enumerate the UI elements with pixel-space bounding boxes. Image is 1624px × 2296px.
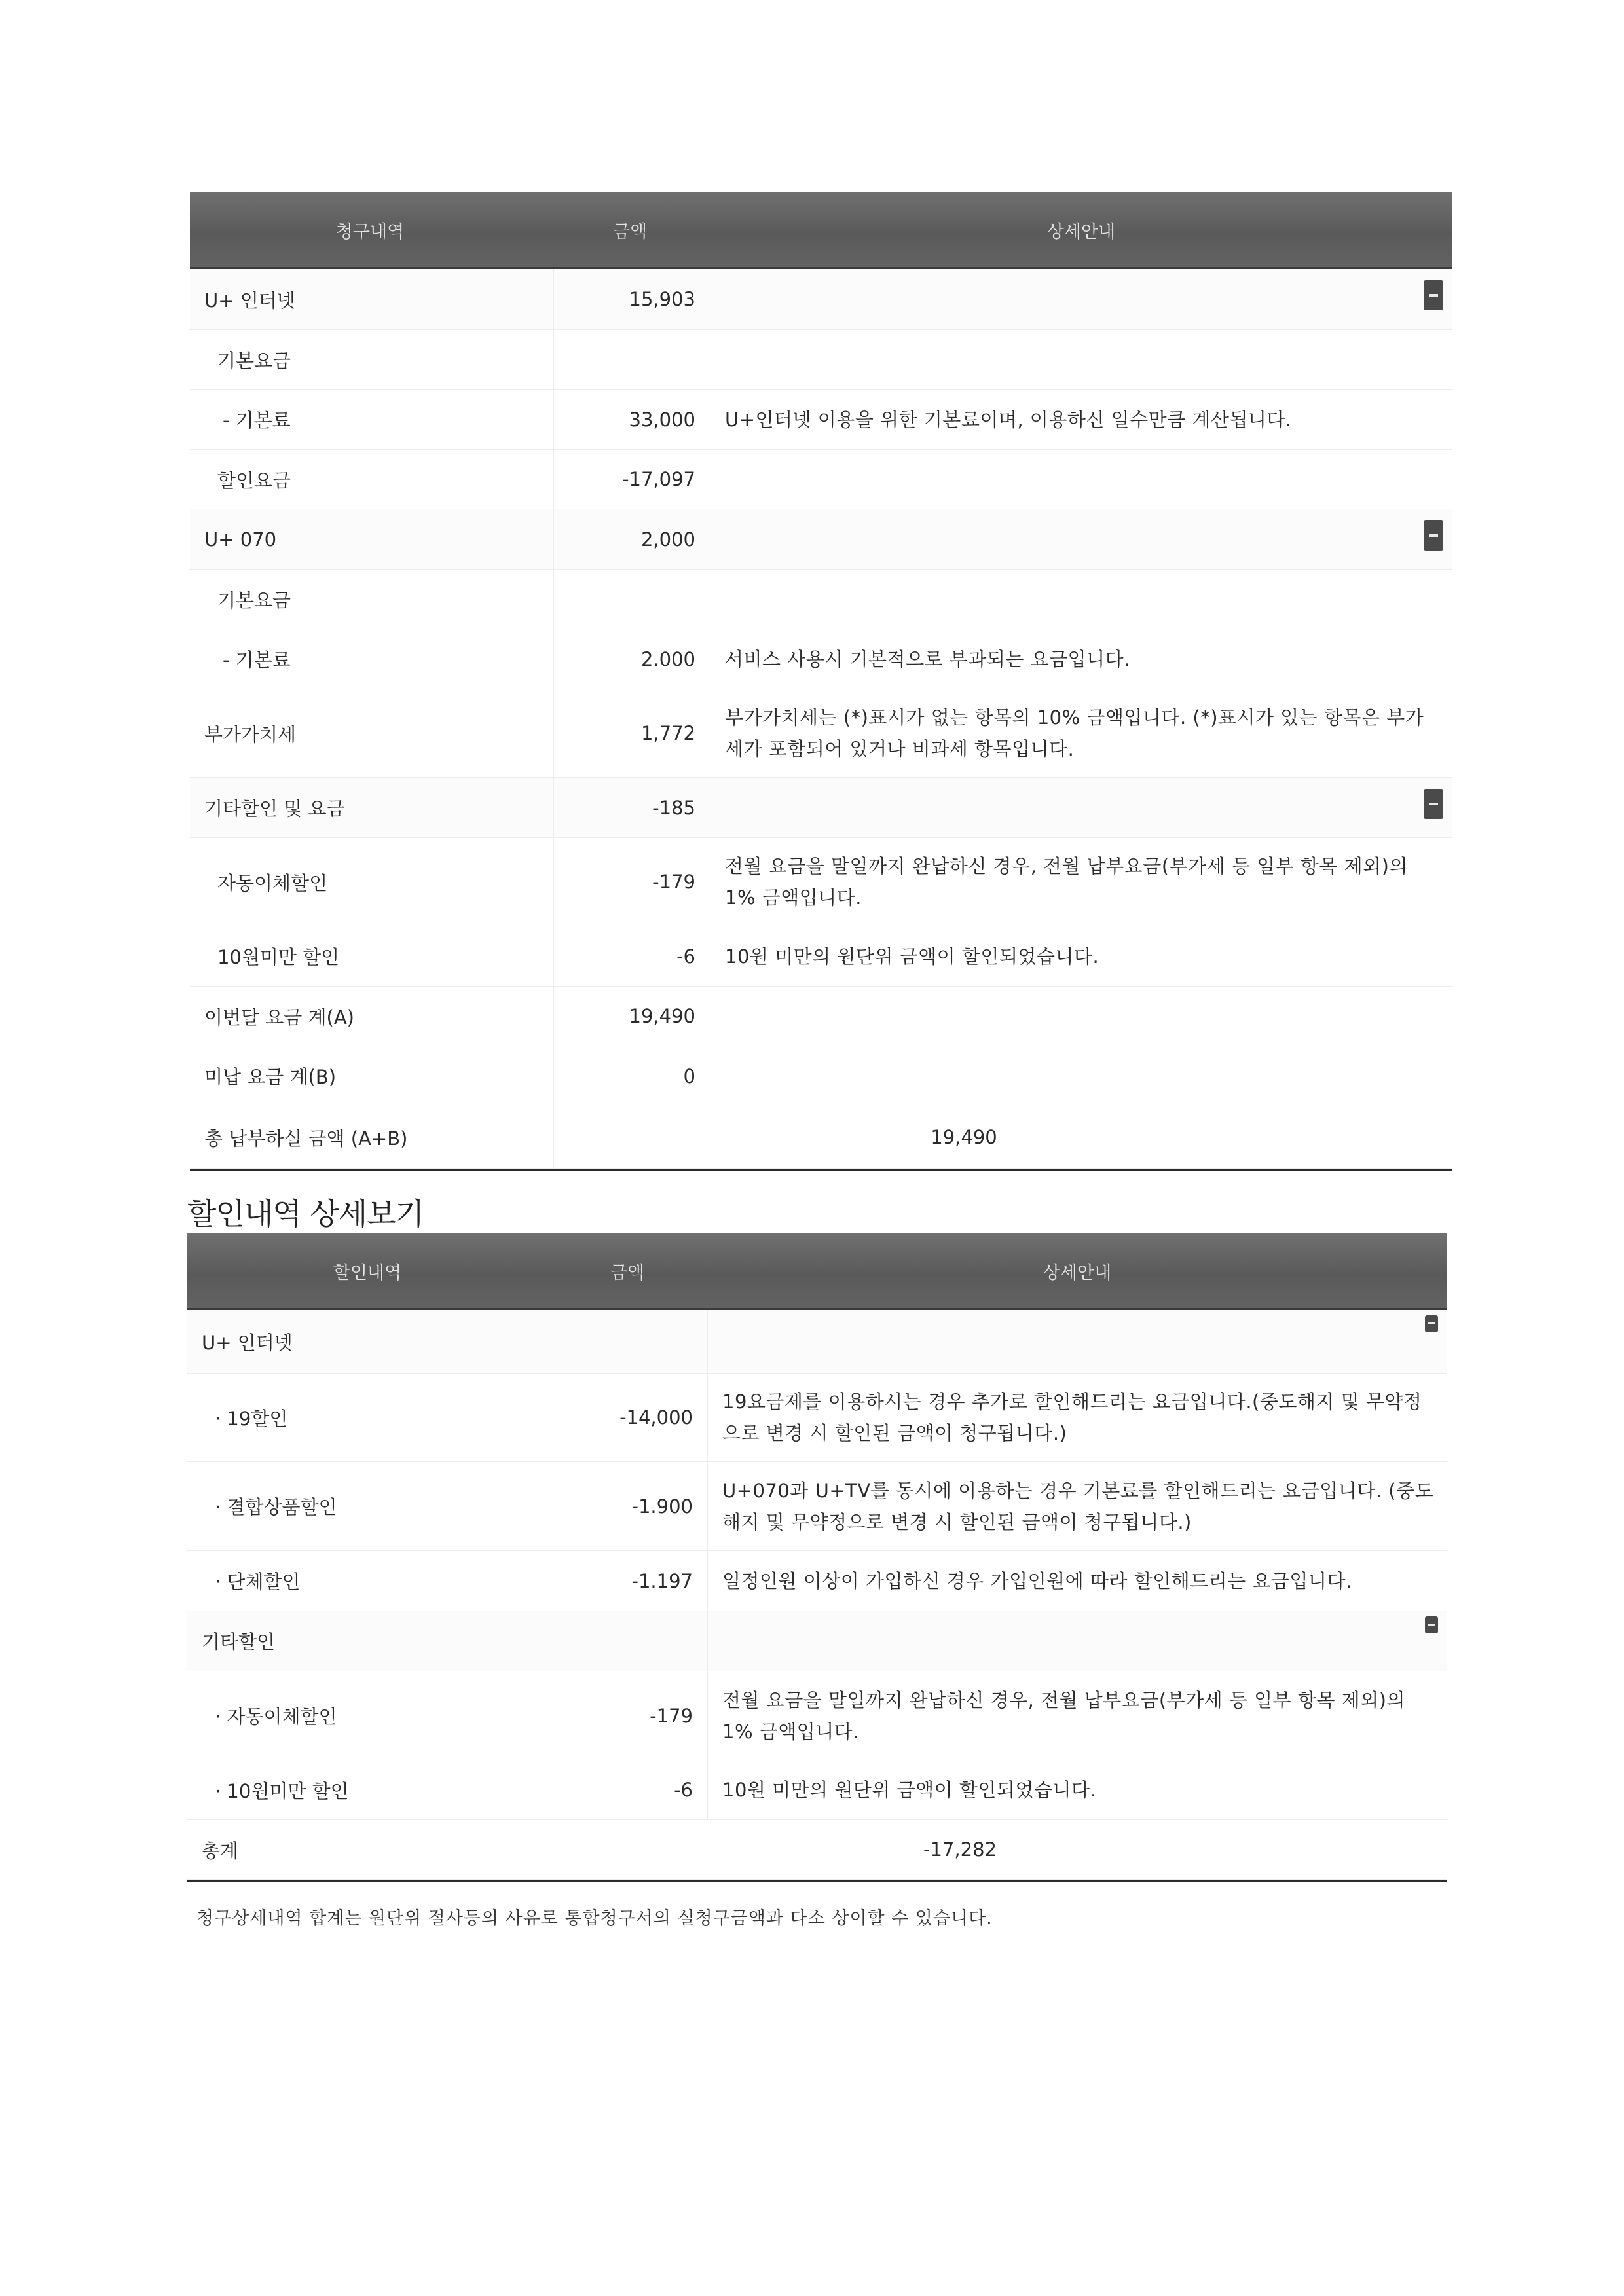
collapse-toggle-icon[interactable]: [1425, 1616, 1438, 1633]
table-row: [190, 987, 1452, 1046]
footnote: 청구상세내역 합계는 원단위 절사등의 사유로 통합청구서의 실청구금액과 다소 상이할 수 있습니다.: [196, 1908, 993, 1929]
row-label: U+ 인터넷: [202, 1331, 293, 1354]
row-label: 기본요금: [217, 349, 291, 372]
row-description: [710, 987, 1452, 1046]
header-amount: 금액: [612, 221, 648, 242]
table-row: [187, 1374, 1447, 1462]
row-amount: -179: [553, 838, 710, 926]
row-description: [710, 570, 1452, 629]
header-discount-item: 할인내역: [333, 1262, 402, 1283]
divider: [190, 1169, 1452, 1171]
table-row: [190, 390, 1452, 450]
row-label: 할인요금: [217, 469, 291, 492]
row-label: 기타할인: [202, 1631, 276, 1653]
total-amount: 19,490: [553, 1106, 1452, 1168]
row-label: · 자동이체할인: [215, 1705, 337, 1728]
row-label: - 기본료: [223, 649, 291, 671]
row-description: 일정인원 이상이 가입하신 경우 가입인원에 따라 할인해드리는 요금입니다.: [722, 1569, 1352, 1592]
total-label: 총 납부하실 금액 (A+B): [204, 1127, 408, 1150]
row-amount: [553, 570, 710, 629]
row-amount: -179: [551, 1671, 708, 1760]
row-amount: 1,772: [553, 689, 710, 777]
table-row: [190, 1046, 1452, 1106]
row-description: [710, 330, 1452, 389]
row-amount: [553, 330, 710, 389]
total-amount: -17,282: [551, 1820, 1447, 1879]
row-description: [710, 450, 1452, 509]
row-description: [710, 509, 1452, 569]
row-label: 기타할인 및 요금: [204, 797, 345, 820]
table-row: [190, 269, 1452, 330]
table-row: [190, 689, 1452, 778]
billing-table-body: [190, 269, 1452, 1106]
row-amount: 0: [553, 1046, 710, 1106]
table-row: [187, 1310, 1447, 1374]
row-amount: -6: [553, 926, 710, 986]
header-detail: 상세안내: [1046, 221, 1116, 242]
row-amount: 2.000: [553, 629, 710, 689]
row-amount: -1.197: [551, 1551, 708, 1611]
table-row: [190, 330, 1452, 390]
row-description: 부가가치세는 (*)표시가 없는 항목의 10% 금액입니다. (*)표시가 있는 항목은 부가세가 포함되어 있거나 비과세 항목입니다.: [725, 706, 1424, 760]
row-label: · 단체할인: [215, 1571, 301, 1593]
row-description: [710, 778, 1452, 837]
row-label: 기본요금: [217, 589, 291, 611]
row-amount: [551, 1611, 708, 1671]
row-amount: -17,097: [553, 450, 710, 509]
header-detail: 상세안내: [1043, 1262, 1112, 1283]
row-amount: -185: [553, 778, 710, 837]
row-label: U+ 070: [204, 528, 277, 551]
row-description: 전월 요금을 말일까지 완납하신 경우, 전월 납부요금(부가세 등 일부 항목 제외)의 1% 금액입니다.: [725, 855, 1408, 909]
row-label: - 기본료: [223, 409, 291, 431]
collapse-toggle-icon[interactable]: [1425, 1315, 1438, 1332]
billing-total-row: [190, 1106, 1452, 1169]
row-description: 서비스 사용시 기본적으로 부과되는 요금입니다.: [725, 647, 1130, 670]
row-amount: 33,000: [553, 390, 710, 449]
row-label: 부가가치세: [204, 723, 297, 746]
row-description: 전월 요금을 말일까지 완납하신 경우, 전월 납부요금(부가세 등 일부 항목 제외)의 1% 금액입니다.: [722, 1688, 1405, 1743]
row-description: 10원 미만의 원단위 금액이 할인되었습니다.: [725, 945, 1099, 968]
row-label: 이번달 요금 계(A): [204, 1006, 354, 1029]
table-row: [187, 1462, 1447, 1551]
discount-table: [187, 1233, 1447, 1882]
table-row: [190, 838, 1452, 926]
billing-table-header: [190, 192, 1452, 269]
row-amount: 15,903: [553, 269, 710, 329]
table-row: [190, 509, 1452, 570]
row-label: 미납 요금 계(B): [204, 1066, 337, 1088]
table-row: [190, 629, 1452, 689]
row-amount: [551, 1310, 708, 1373]
row-label: · 19할인: [215, 1407, 288, 1430]
row-amount: 2,000: [553, 509, 710, 569]
collapse-toggle-icon[interactable]: [1424, 520, 1443, 551]
discount-table-header: [187, 1233, 1447, 1310]
billing-table: [190, 192, 1452, 1171]
row-label: 10원미만 할인: [217, 946, 340, 968]
table-row: [190, 926, 1452, 987]
row-label: · 10원미만 할인: [215, 1779, 349, 1802]
row-description: U+070과 U+TV를 동시에 이용하는 경우 기본료를 할인해드리는 요금입니다. (중도해지 및 무약정으로 변경 시 할인된 금액이 청구됩니다.): [722, 1479, 1434, 1533]
table-row: [187, 1671, 1447, 1760]
row-label: · 결합상품할인: [215, 1496, 337, 1518]
row-amount: -1.900: [551, 1462, 708, 1550]
row-amount: 19,490: [553, 987, 710, 1046]
row-description: [708, 1611, 1447, 1671]
table-row: [187, 1551, 1447, 1611]
row-description: U+인터넷 이용을 위한 기본료이며, 이용하신 일수만큼 계산됩니다.: [725, 408, 1292, 431]
row-amount: -6: [551, 1760, 708, 1819]
table-row: [190, 778, 1452, 838]
discount-total-row: [187, 1820, 1447, 1880]
collapse-toggle-icon[interactable]: [1424, 789, 1443, 819]
row-label: U+ 인터넷: [204, 289, 295, 312]
row-description: [710, 1046, 1452, 1106]
table-row: [190, 570, 1452, 629]
row-amount: -14,000: [551, 1374, 708, 1461]
row-description: [710, 269, 1452, 329]
divider: [187, 1880, 1447, 1882]
table-row: [187, 1760, 1447, 1820]
row-description: 10원 미만의 원단위 금액이 할인되었습니다.: [722, 1779, 1097, 1801]
table-row: [190, 450, 1452, 509]
header-amount: 금액: [610, 1262, 645, 1283]
header-billing-item: 청구내역: [335, 221, 405, 242]
discount-table-body: [187, 1310, 1447, 1820]
table-row: [187, 1611, 1447, 1671]
row-description: 19요금제를 이용하시는 경우 추가로 할인해드리는 요금입니다.(중도해지 및 무약정으로 변경 시 할인된 금액이 청구됩니다.): [722, 1391, 1422, 1444]
total-label: 총계: [202, 1839, 239, 1862]
collapse-toggle-icon[interactable]: [1424, 280, 1443, 310]
discount-section-title: 할인내역 상세보기: [187, 1196, 424, 1231]
row-description: [708, 1310, 1447, 1373]
row-label: 자동이체할인: [217, 871, 328, 894]
